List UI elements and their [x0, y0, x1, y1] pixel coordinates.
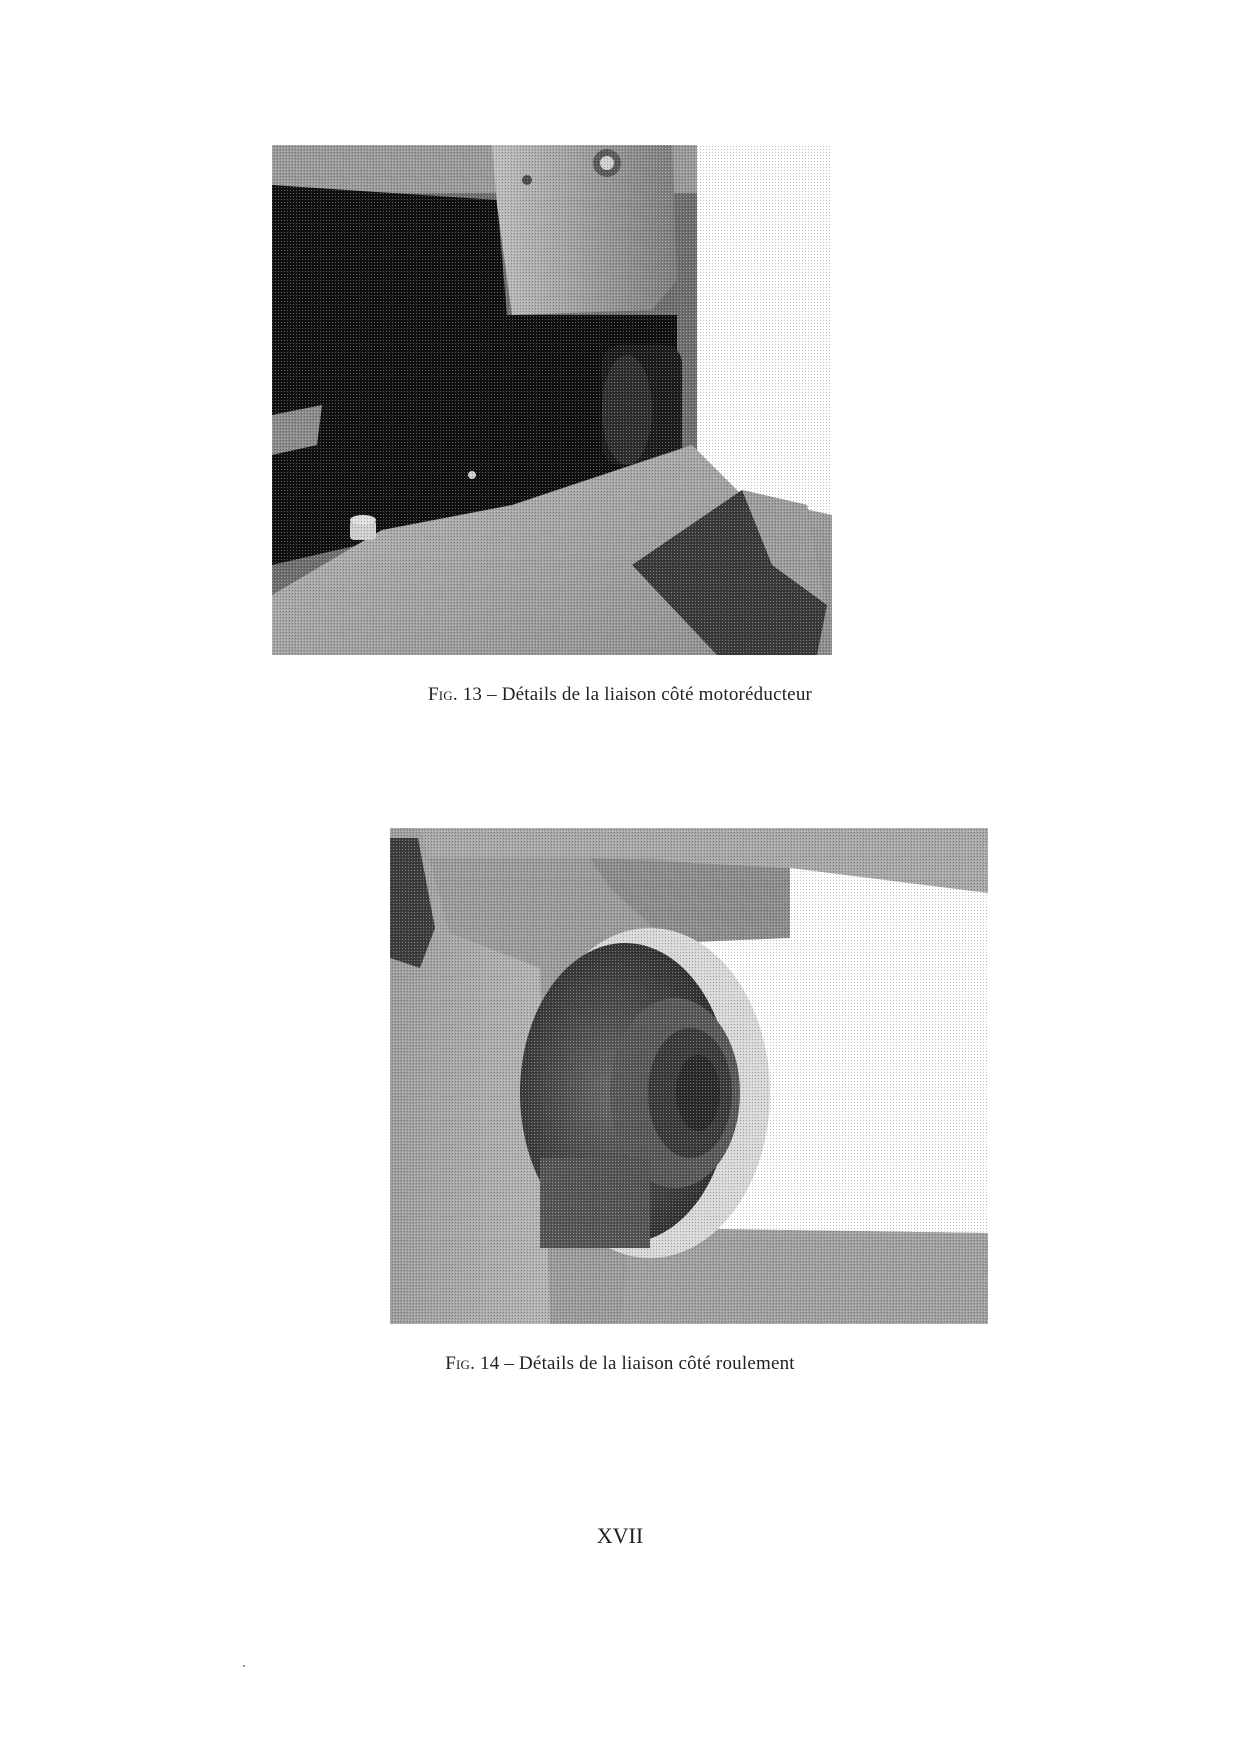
figure-14-caption-text: Détails de la liaison côté roulement	[519, 1353, 795, 1374]
page-number: XVII	[596, 1523, 644, 1548]
figure-14-image	[390, 828, 988, 1324]
figure-13-image	[272, 145, 852, 655]
scan-speck	[243, 1665, 245, 1667]
figure-13-separator: –	[487, 684, 502, 705]
figure-13-caption	[0, 684, 1240, 706]
figure-13-label: Fig. 13	[427, 684, 483, 705]
figure-14-photo	[390, 828, 988, 1324]
figure-14-label: Fig. 14	[445, 1353, 500, 1374]
figure-14-caption	[0, 1353, 1240, 1375]
figure-13-caption-text: Détails de la liaison côté motoréducteur	[501, 684, 813, 705]
figure-13-photo	[272, 145, 852, 655]
figure-14-separator: –	[504, 1353, 520, 1374]
